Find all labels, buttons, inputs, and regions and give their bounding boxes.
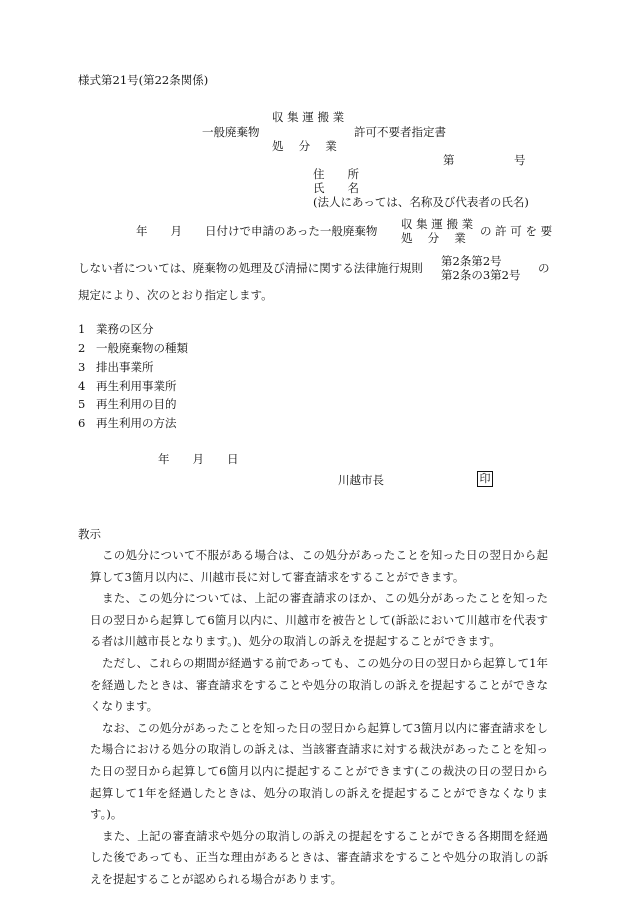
list-item — [78, 379, 177, 393]
list-item-number: 5 — [78, 397, 86, 411]
body-line1-suffix: の 許 可 を 要 — [480, 224, 553, 238]
notice-heading: 教示 — [78, 527, 101, 541]
list-item-number: 4 — [78, 379, 86, 393]
list-item — [78, 397, 177, 411]
title-business-collection: 収 集 運 搬 業 — [272, 110, 345, 124]
list-item-number: 6 — [78, 416, 86, 430]
document-number-go: 号 — [514, 153, 526, 167]
list-item-label: 一般廃棄物の種類 — [96, 341, 188, 355]
list-item-label: 再生利用の方法 — [96, 416, 177, 430]
title-general-waste: 一般廃棄物 — [202, 125, 260, 139]
notice-body — [78, 545, 548, 891]
body-line2-choice-top: 第2条第2号 — [441, 254, 502, 268]
body-line1-choice-collection: 収 集 運 搬 業 — [401, 217, 474, 231]
body-line1-prefix: 年 月 日付けで申請のあった一般廃棄物 — [136, 224, 378, 238]
body-line3: 規定により、次のとおり指定します。 — [78, 288, 273, 302]
list-item — [78, 416, 177, 430]
list-item-label: 再生利用事業所 — [96, 379, 177, 393]
list-item — [78, 360, 154, 374]
list-item-label: 排出事業所 — [96, 360, 154, 374]
issue-date: 年 月 日 — [158, 452, 239, 466]
notice-paragraph: この処分について不服がある場合は、この処分があったことを知った日の翌日から起算して3箇月以内に、川越市長に対して審査請求をすることができます。 — [90, 548, 548, 584]
body-line2-prefix: しない者については、廃棄物の処理及び清掃に関する法律施行規則 — [78, 261, 423, 275]
list-item — [78, 341, 188, 355]
addressee-name: 氏 名 — [313, 181, 359, 195]
notice-paragraph: なお、この処分があったことを知った日の翌日から起算して3箇月以内に審査請求をした場合における処分の取消しの訴えは、当該審査請求に対する裁決があったことを知った日の翌日から起算して6箇月以内に提起することができます(この裁決の日の翌日から起算して1年を経過したときは、処分の取消しの訴えを提起することができなくなります。)。 — [90, 720, 548, 822]
form-number: 様式第21号(第22条関係) — [78, 73, 209, 87]
body-line2-suffix: の — [538, 261, 550, 275]
notice-paragraph: また、この処分については、上記の審査請求のほか、この処分があったことを知った日の翌日から起算して6箇月以内に、川越市を被告として(訴訟において川越市を代表する者は川越市長となります。)、処分の取消しの訴えを提起することができます。 — [90, 591, 548, 649]
addressee-note: (法人にあっては、名称及び代表者の氏名) — [313, 195, 529, 209]
notice-paragraph: また、上記の審査請求や処分の取消しの訴えの提起をすることができる各期間を経過した後であっても、正当な理由があるときは、審査請求をすることや処分の取消しの訴えを提起することが認められる場合があります。 — [90, 828, 548, 886]
list-item-number: 3 — [78, 360, 86, 374]
notice-paragraph: ただし、これらの期間が経過する前であっても、この処分の日の翌日から起算して1年を経過したときは、審査請求をすることや処分の取消しの訴えを提起することができなくなります。 — [90, 655, 548, 714]
seal-mark: 印 — [477, 471, 493, 487]
list-item-label: 業務の区分 — [96, 322, 154, 336]
title-business-disposal: 処 分 業 — [272, 139, 337, 153]
list-item — [78, 322, 154, 336]
body-line1-choice-disposal: 処 分 業 — [401, 231, 466, 245]
document-number-dai: 第 — [443, 153, 455, 167]
list-item-label: 再生利用の目的 — [96, 397, 177, 411]
addressee-address: 住 所 — [313, 167, 359, 181]
list-item-number: 2 — [78, 341, 86, 355]
title-document-name: 許可不要者指定書 — [354, 125, 446, 139]
body-line2-choice-bottom: 第2条の3第2号 — [441, 268, 521, 282]
list-item-number: 1 — [78, 322, 86, 336]
issuer-name: 川越市長 — [338, 473, 384, 487]
